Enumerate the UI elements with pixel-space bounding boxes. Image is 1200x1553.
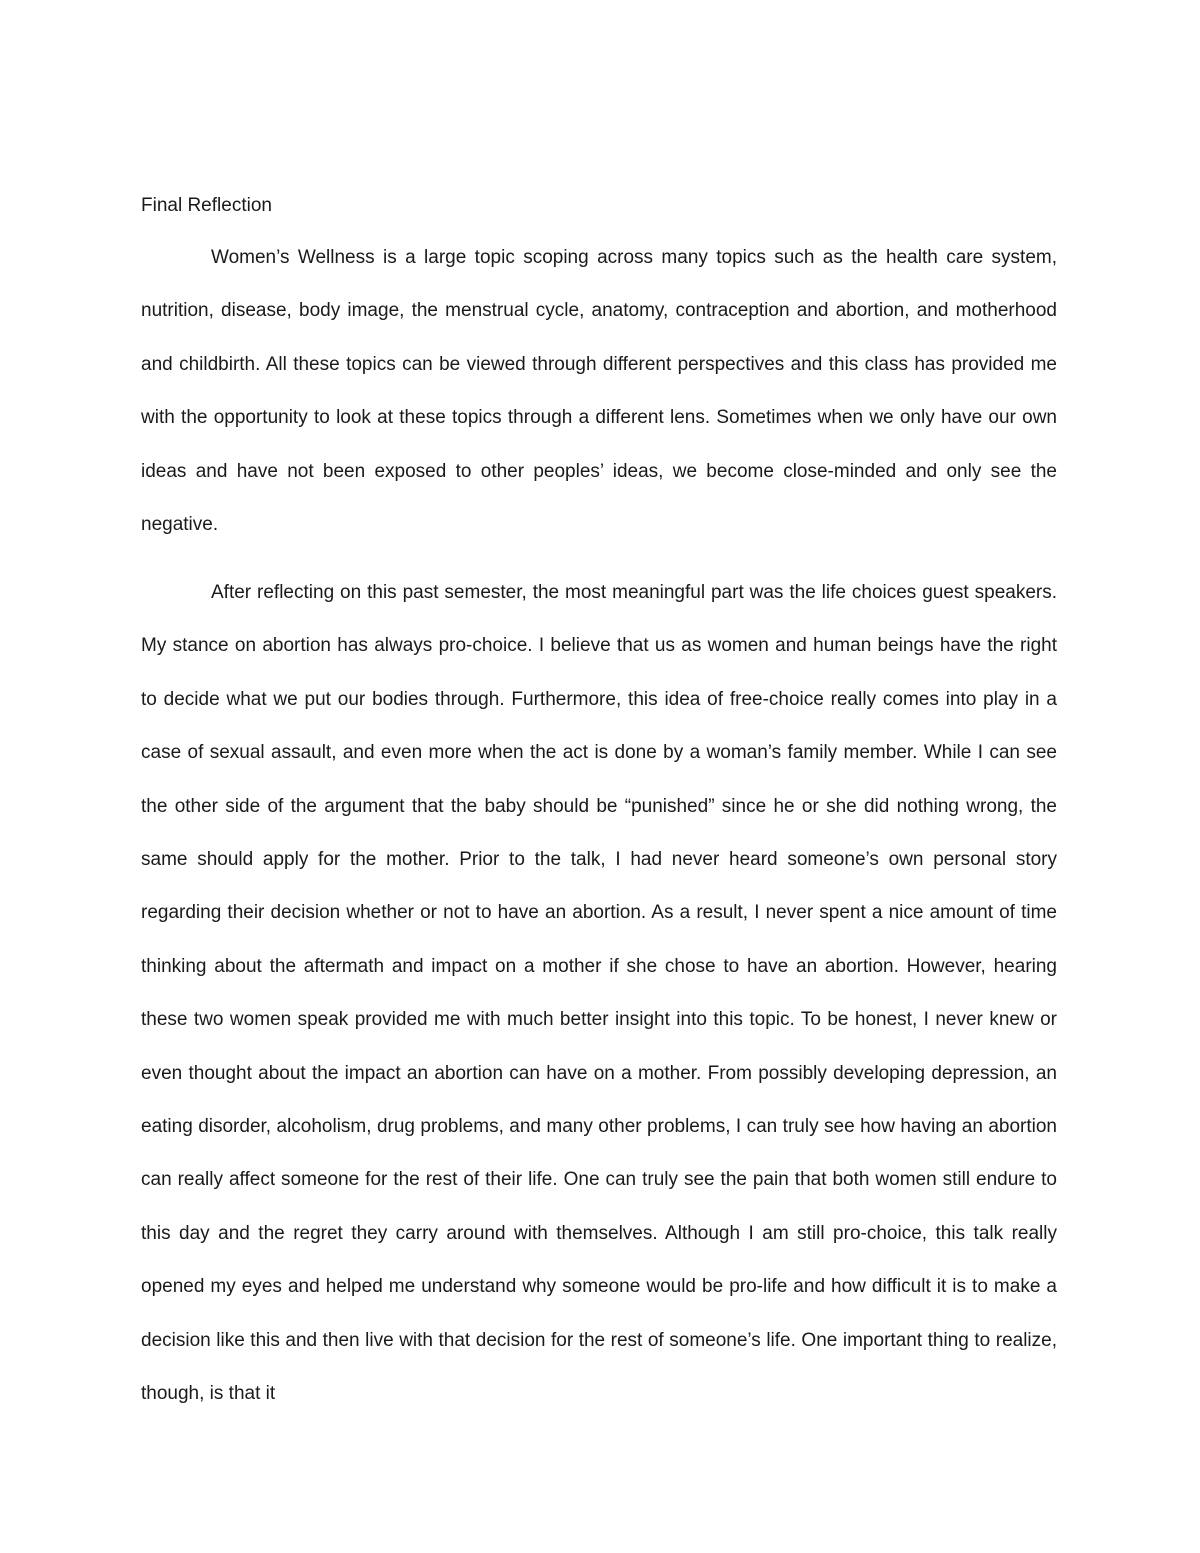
paragraph-reflection: After reflecting on this past semester, the most meaningful part was the life choices guest speakers. My stance on abortion has always pro-choice. I believe that us as women and human beings have the right to decide what we put our bodies through. Furthermore, this idea of free-choice really comes into play in a case of sexual assault, and even more when the act is done by a woman’s family member. While I can see the other side of the argument that the baby should be “punished” since he or she did nothing wrong, the same should apply for the mother. Prior to the talk, I had never heard someone’s own personal story regarding their decision whether or not to have an abortion. As a result, I never spent a nice amount of time thinking about the aftermath and impact on a mother if she chose to have an abortion. However, hearing these two women speak provided me with much better insight into this topic. To be honest, I never knew or even thought about the impact an abortion can have on a mother. From possibly developing depression, an eating disorder, alcoholism, drug problems, and many other problems, I can truly see how having an abortion can really affect someone for the rest of their life. One can truly see the pain that both women still endure to this day and the regret they carry around with themselves. Although I am still pro-choice, this talk really opened my eyes and helped me understand why someone would be pro-life and how difficult it is to make a decision like this and then live with that decision for the rest of someone’s life. One important thing to realize, though, is that it (141, 582, 1057, 1405)
document-title: Final Reflection (141, 195, 272, 216)
paragraph-intro: Women’s Wellness is a large topic scoping across many topics such as the health care system, nutrition, disease, body image, the menstrual cycle, anatomy, contraception and abortion, and motherhood and childbirth. All these topics can be viewed through different perspectives and this class has provided me with the opportunity to look at these topics through a different lens. Sometimes when we only have our own ideas and have not been exposed to other peoples’ ideas, we become close-minded and only see the negative. (141, 247, 1057, 536)
